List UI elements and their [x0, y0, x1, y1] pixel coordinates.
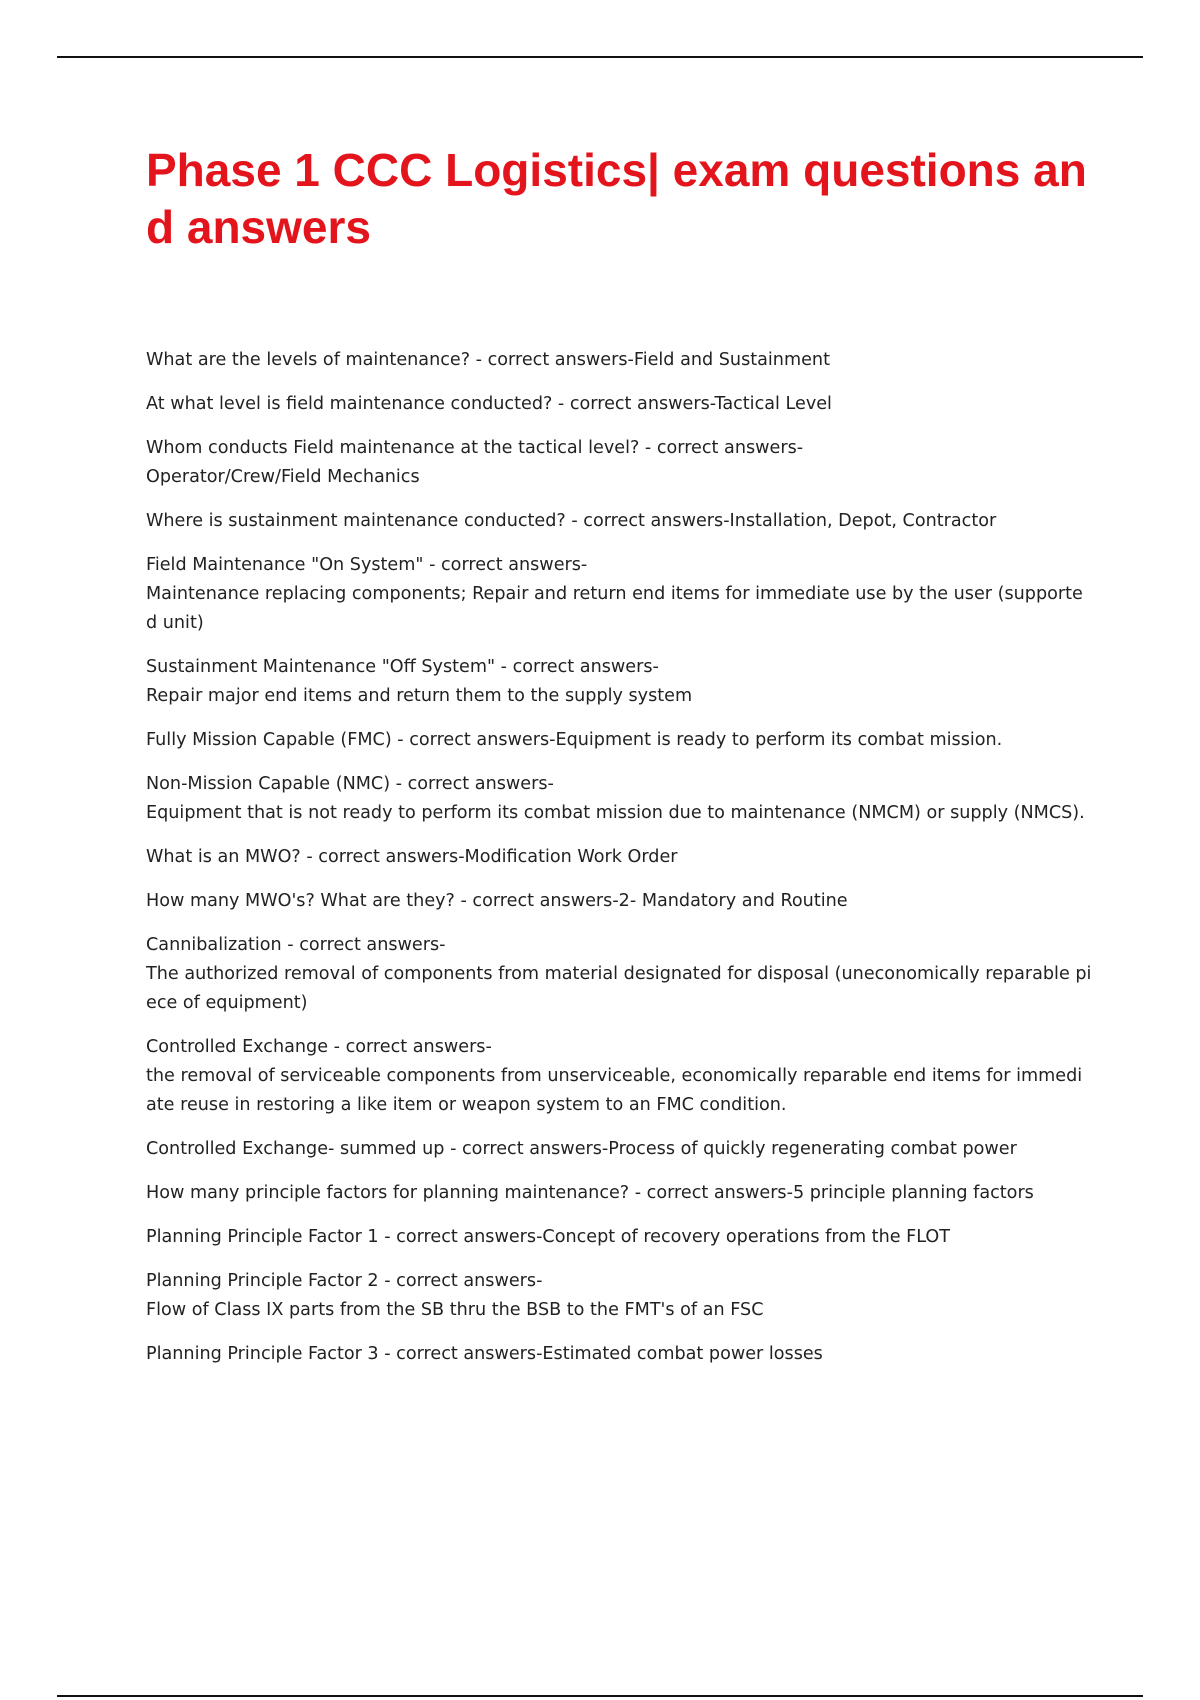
qa-question-line: At what level is field maintenance conducted? - correct answers-Tactical Level [146, 394, 832, 414]
qa-question-line: Field Maintenance "On System" - correct answers- [146, 555, 588, 575]
qa-item [146, 931, 1092, 1018]
qa-answer-line: Flow of Class IX parts from the SB thru the BSB to the FMT's of an FSC [146, 1300, 764, 1320]
qa-question-line: Controlled Exchange - correct answers- [146, 1037, 492, 1057]
qa-answer-line: The authorized removal of components from material designated for disposal (uneconomically reparable piece of equipment) [146, 964, 1092, 1013]
document-title: Phase 1 CCC Logistics| exam questions and answers [146, 144, 1087, 253]
qa-answer-line: Repair major end items and return them to the supply system [146, 686, 693, 706]
qa-item [146, 1267, 1092, 1325]
qa-item [146, 434, 1092, 492]
qa-answer-line: Equipment that is not ready to perform its combat mission due to maintenance (NMCM) or supply (NMCS). [146, 803, 1085, 823]
qa-question-line: How many principle factors for planning maintenance? - correct answers-5 principle planning factors [146, 1183, 1034, 1203]
qa-question-line: What is an MWO? - correct answers-Modification Work Order [146, 847, 678, 867]
qa-question-line: Planning Principle Factor 1 - correct answers-Concept of recovery operations from the FLOT [146, 1227, 951, 1247]
qa-answer-line: the removal of serviceable components from unserviceable, economically reparable end items for immediate reuse in restoring a like item or weapon system to an FMC condition. [146, 1066, 1083, 1115]
qa-item [146, 507, 1092, 536]
qa-answer-line: Maintenance replacing components; Repair and return end items for immediate use by the user (supported unit) [146, 584, 1083, 633]
qa-item [146, 653, 1092, 711]
qa-item [146, 1033, 1092, 1120]
qa-item [146, 551, 1092, 638]
qa-item [146, 1135, 1092, 1164]
qa-question-line: What are the levels of maintenance? - correct answers-Field and Sustainment [146, 350, 830, 370]
qa-question-line: Controlled Exchange- summed up - correct answers-Process of quickly regenerating combat power [146, 1139, 1017, 1159]
qa-question-line: Fully Mission Capable (FMC) - correct answers-Equipment is ready to perform its combat mission. [146, 730, 1003, 750]
qa-list [146, 346, 1092, 1384]
qa-question-line: How many MWO's? What are they? - correct answers-2- Mandatory and Routine [146, 891, 848, 911]
qa-question-line: Planning Principle Factor 2 - correct answers- [146, 1271, 543, 1291]
qa-item [146, 726, 1092, 755]
bottom-rule [57, 1695, 1143, 1697]
qa-item [146, 843, 1092, 872]
qa-question-line: Where is sustainment maintenance conducted? - correct answers-Installation, Depot, Contractor [146, 511, 997, 531]
top-rule [57, 56, 1143, 58]
qa-item [146, 770, 1092, 828]
qa-item [146, 390, 1092, 419]
qa-item [146, 346, 1092, 375]
qa-question-line: Non-Mission Capable (NMC) - correct answers- [146, 774, 554, 794]
qa-answer-line: Operator/Crew/Field Mechanics [146, 467, 420, 487]
qa-item [146, 1340, 1092, 1369]
qa-item [146, 887, 1092, 916]
qa-item [146, 1223, 1092, 1252]
qa-question-line: Whom conducts Field maintenance at the tactical level? - correct answers- [146, 438, 804, 458]
qa-question-line: Planning Principle Factor 3 - correct answers-Estimated combat power losses [146, 1344, 823, 1364]
qa-item [146, 1179, 1092, 1208]
qa-question-line: Sustainment Maintenance "Off System" - correct answers- [146, 657, 659, 677]
qa-question-line: Cannibalization - correct answers- [146, 935, 446, 955]
